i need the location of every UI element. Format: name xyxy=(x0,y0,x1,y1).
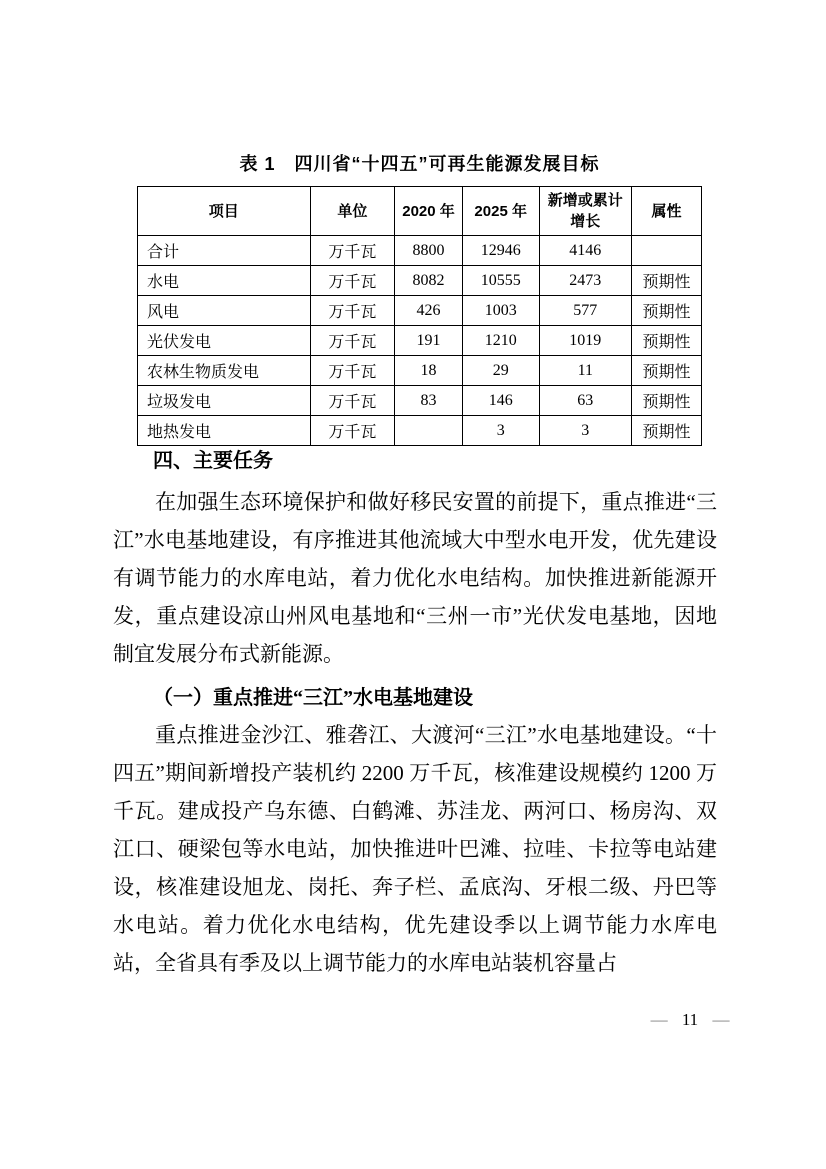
table-cell: 18 xyxy=(395,356,463,386)
table-cell xyxy=(632,236,702,266)
table-cell: 63 xyxy=(539,386,631,416)
table-row xyxy=(138,416,702,446)
table-cell: 万千瓦 xyxy=(310,296,395,326)
section-heading: 四、主要任务 xyxy=(153,450,273,472)
table-cell: 426 xyxy=(395,296,463,326)
table-row xyxy=(138,236,702,266)
table-row xyxy=(138,266,702,296)
paragraph: 在加强生态环境保护和做好移民安置的前提下，重点推进“三江”水电基地建设，有序推进其他流域大中型水电开发，优先建设有调节能力的水库电站，着力优化水电结构。加快推进新能源开发，重点建设凉山州风电基地和“三州一市”光伏发电基地，因地制宜发展分布式新能源。 xyxy=(113,490,717,666)
table-title: 表 1 四川省“十四五”可再生能源发展目标 xyxy=(239,154,600,174)
table-row xyxy=(138,356,702,386)
page-number xyxy=(630,1010,750,1030)
table-cell: 水电 xyxy=(138,266,311,296)
table-cell: 万千瓦 xyxy=(310,416,395,446)
document-body xyxy=(113,444,717,982)
table-cell: 191 xyxy=(395,326,463,356)
table-cell: 预期性 xyxy=(632,296,702,326)
table-cell: 万千瓦 xyxy=(310,266,395,296)
table-cell: 光伏发电 xyxy=(138,326,311,356)
col-header-2020: 2020 年 xyxy=(395,187,463,236)
col-header-unit: 单位 xyxy=(310,187,395,236)
col-header-attribute: 属性 xyxy=(632,187,702,236)
table-row xyxy=(138,296,702,326)
table-cell: 地热发电 xyxy=(138,416,311,446)
table-cell: 146 xyxy=(462,386,539,416)
renewable-energy-targets-table xyxy=(137,186,702,446)
table-header-row xyxy=(138,187,702,236)
table-cell: 1003 xyxy=(462,296,539,326)
table-cell xyxy=(395,416,463,446)
paragraph: 重点推进金沙江、雅砻江、大渡河“三江”水电基地建设。“十四五”期间新增投产装机约 2200 万千瓦，核准建设规模约 1200 万千瓦。建成投产乌东德、白鹤滩、苏洼龙、两河口、杨房沟、双江口、硬梁包等水电站，加快推进叶巴滩、拉哇、卡拉等电站建设，核准建设旭龙、岗托、奔子栏、孟底沟、牙根二级、丹巴等水电站。着力优化水电结构，优先建设季以上调节能力水库电站，全省具有季及以上调节能力的水库电站装机容量占 xyxy=(113,723,717,975)
table-cell: 1019 xyxy=(539,326,631,356)
table-cell: 8082 xyxy=(395,266,463,296)
table-cell: 万千瓦 xyxy=(310,386,395,416)
page-number-dash-left: — xyxy=(650,1010,668,1029)
table-cell: 29 xyxy=(462,356,539,386)
table-cell: 预期性 xyxy=(632,356,702,386)
table-cell: 83 xyxy=(395,386,463,416)
table-cell: 预期性 xyxy=(632,266,702,296)
table-cell: 3 xyxy=(462,416,539,446)
table-cell: 11 xyxy=(539,356,631,386)
table-cell: 农林生物质发电 xyxy=(138,356,311,386)
table-cell: 4146 xyxy=(539,236,631,266)
subsection-heading: （一）重点推进“三江”水电基地建设 xyxy=(153,687,473,709)
table-cell: 8800 xyxy=(395,236,463,266)
table-cell: 预期性 xyxy=(632,386,702,416)
table-cell: 合计 xyxy=(138,236,311,266)
table-cell: 万千瓦 xyxy=(310,356,395,386)
table-row xyxy=(138,326,702,356)
col-header-item: 项目 xyxy=(138,187,311,236)
col-header-2025: 2025 年 xyxy=(462,187,539,236)
table-cell: 12946 xyxy=(462,236,539,266)
table-cell: 风电 xyxy=(138,296,311,326)
table-cell: 预期性 xyxy=(632,416,702,446)
col-header-growth: 新增或累计增长 xyxy=(539,187,631,236)
table-cell: 垃圾发电 xyxy=(138,386,311,416)
table-cell: 2473 xyxy=(539,266,631,296)
table-cell: 万千瓦 xyxy=(310,236,395,266)
page-number-dash-right: — xyxy=(712,1010,730,1029)
table-cell: 预期性 xyxy=(632,326,702,356)
table-row xyxy=(138,386,702,416)
table-cell: 1210 xyxy=(462,326,539,356)
table-cell: 万千瓦 xyxy=(310,326,395,356)
table-cell: 3 xyxy=(539,416,631,446)
page-number-value: 11 xyxy=(681,1010,699,1029)
table-cell: 10555 xyxy=(462,266,539,296)
table-cell: 577 xyxy=(539,296,631,326)
